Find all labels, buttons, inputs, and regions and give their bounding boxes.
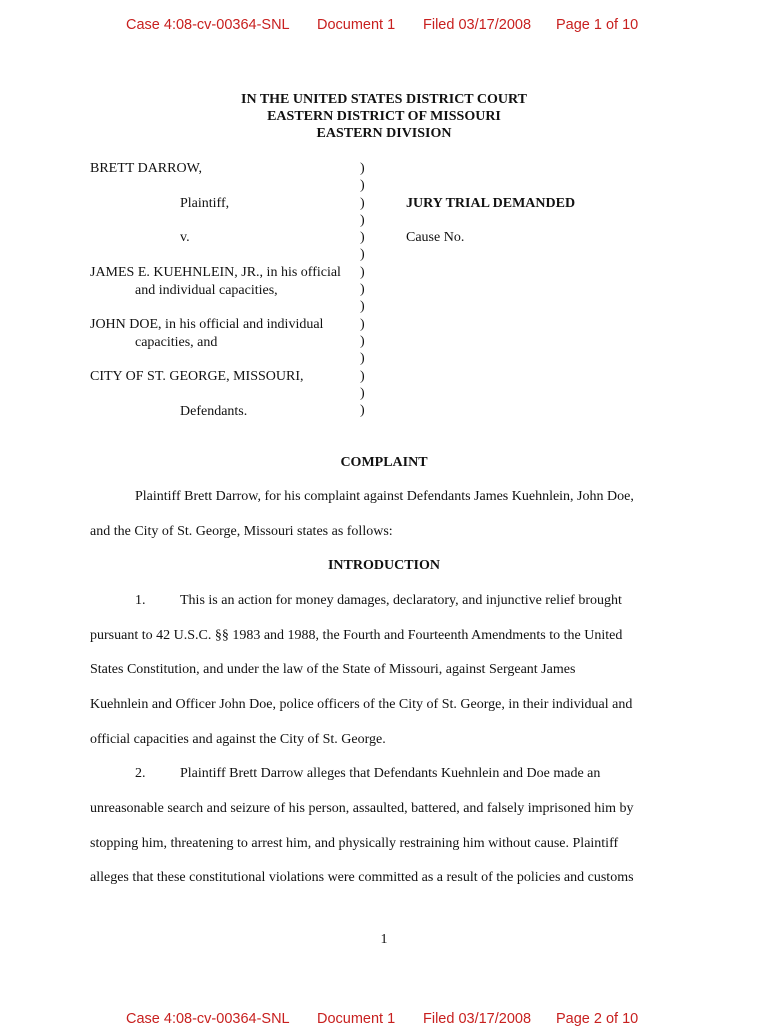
court-division: EASTERN DIVISION bbox=[316, 126, 452, 141]
paragraph-1-line-4: Kuehnlein and Officer John Doe, police officers of the City of St. George, in their individual and bbox=[90, 697, 633, 712]
paragraph-1-line-2: pursuant to 42 U.S.C. §§ 1983 and 1988, the Fourth and Fourteenth Amendments to the United bbox=[90, 628, 623, 643]
paragraph-2-line-1: Plaintiff Brett Darrow alleges that Defendants Kuehnlein and Doe made an bbox=[180, 766, 601, 781]
page-indicator: Page 1 of 10 bbox=[556, 17, 639, 33]
court-title: IN THE UNITED STATES DISTRICT COURT bbox=[241, 92, 527, 107]
defendant-2-line-2: capacities, and bbox=[135, 335, 218, 350]
case-number: Case 4:08-cv-00364-SNL bbox=[126, 1011, 290, 1027]
defendant-2-line-1: JOHN DOE, in his official and individual bbox=[90, 317, 324, 332]
paragraph-1-number: 1. bbox=[135, 593, 146, 608]
paragraph-2-number: 2. bbox=[135, 766, 146, 781]
page-indicator: Page 2 of 10 bbox=[556, 1011, 639, 1027]
introduction-heading: INTRODUCTION bbox=[327, 558, 440, 573]
paragraph-1-line-1: This is an action for money damages, declaratory, and injunctive relief brought bbox=[180, 593, 622, 608]
filing-header-bottom bbox=[0, 1011, 768, 1031]
cause-number: Cause No. bbox=[406, 230, 465, 245]
plaintiff-name: BRETT DARROW, bbox=[90, 161, 203, 176]
court-district: EASTERN DISTRICT OF MISSOURI bbox=[267, 109, 501, 124]
intro-paragraph-line-1: Plaintiff Brett Darrow, for his complaint against Defendants James Kuehnlein, John Doe, bbox=[135, 489, 634, 504]
filed-date: Filed 03/17/2008 bbox=[423, 1011, 532, 1027]
caption-parentheses: ) ) ) ) ) ) ) ) ) ) ) ) ) ) ) bbox=[360, 161, 365, 419]
document-number: Document 1 bbox=[317, 17, 396, 33]
filing-header-top bbox=[0, 17, 768, 37]
plaintiff-role: Plaintiff, bbox=[180, 196, 230, 211]
page-number: 1 bbox=[380, 932, 388, 947]
intro-paragraph-line-2: and the City of St. George, Missouri states as follows: bbox=[90, 524, 393, 539]
paragraph-1-line-3: States Constitution, and under the law of the State of Missouri, against Sergeant James bbox=[90, 662, 576, 677]
filed-date: Filed 03/17/2008 bbox=[423, 17, 532, 33]
defendant-3: CITY OF ST. GEORGE, MISSOURI, bbox=[90, 369, 304, 384]
document-number: Document 1 bbox=[317, 1011, 396, 1027]
paragraph-2-line-3: stopping him, threatening to arrest him, and physically restraining him without cause. Plaintiff bbox=[90, 836, 619, 851]
paragraph-1-line-5: official capacities and against the City of St. George. bbox=[90, 732, 386, 747]
paragraph-2-line-2: unreasonable search and seizure of his person, assaulted, battered, and falsely imprisoned him by bbox=[90, 801, 634, 816]
paragraph-2-line-4: alleges that these constitutional violations were committed as a result of the policies and customs bbox=[90, 870, 634, 885]
defendant-1-line-1: JAMES E. KUEHNLEIN, JR., in his official bbox=[90, 265, 341, 280]
defendant-1-line-2: and individual capacities, bbox=[135, 283, 278, 298]
jury-trial-demanded: JURY TRIAL DEMANDED bbox=[406, 196, 576, 211]
defendants-role: Defendants. bbox=[180, 404, 248, 419]
case-number: Case 4:08-cv-00364-SNL bbox=[126, 17, 290, 33]
versus: v. bbox=[180, 230, 190, 245]
complaint-heading: COMPLAINT bbox=[340, 455, 428, 470]
